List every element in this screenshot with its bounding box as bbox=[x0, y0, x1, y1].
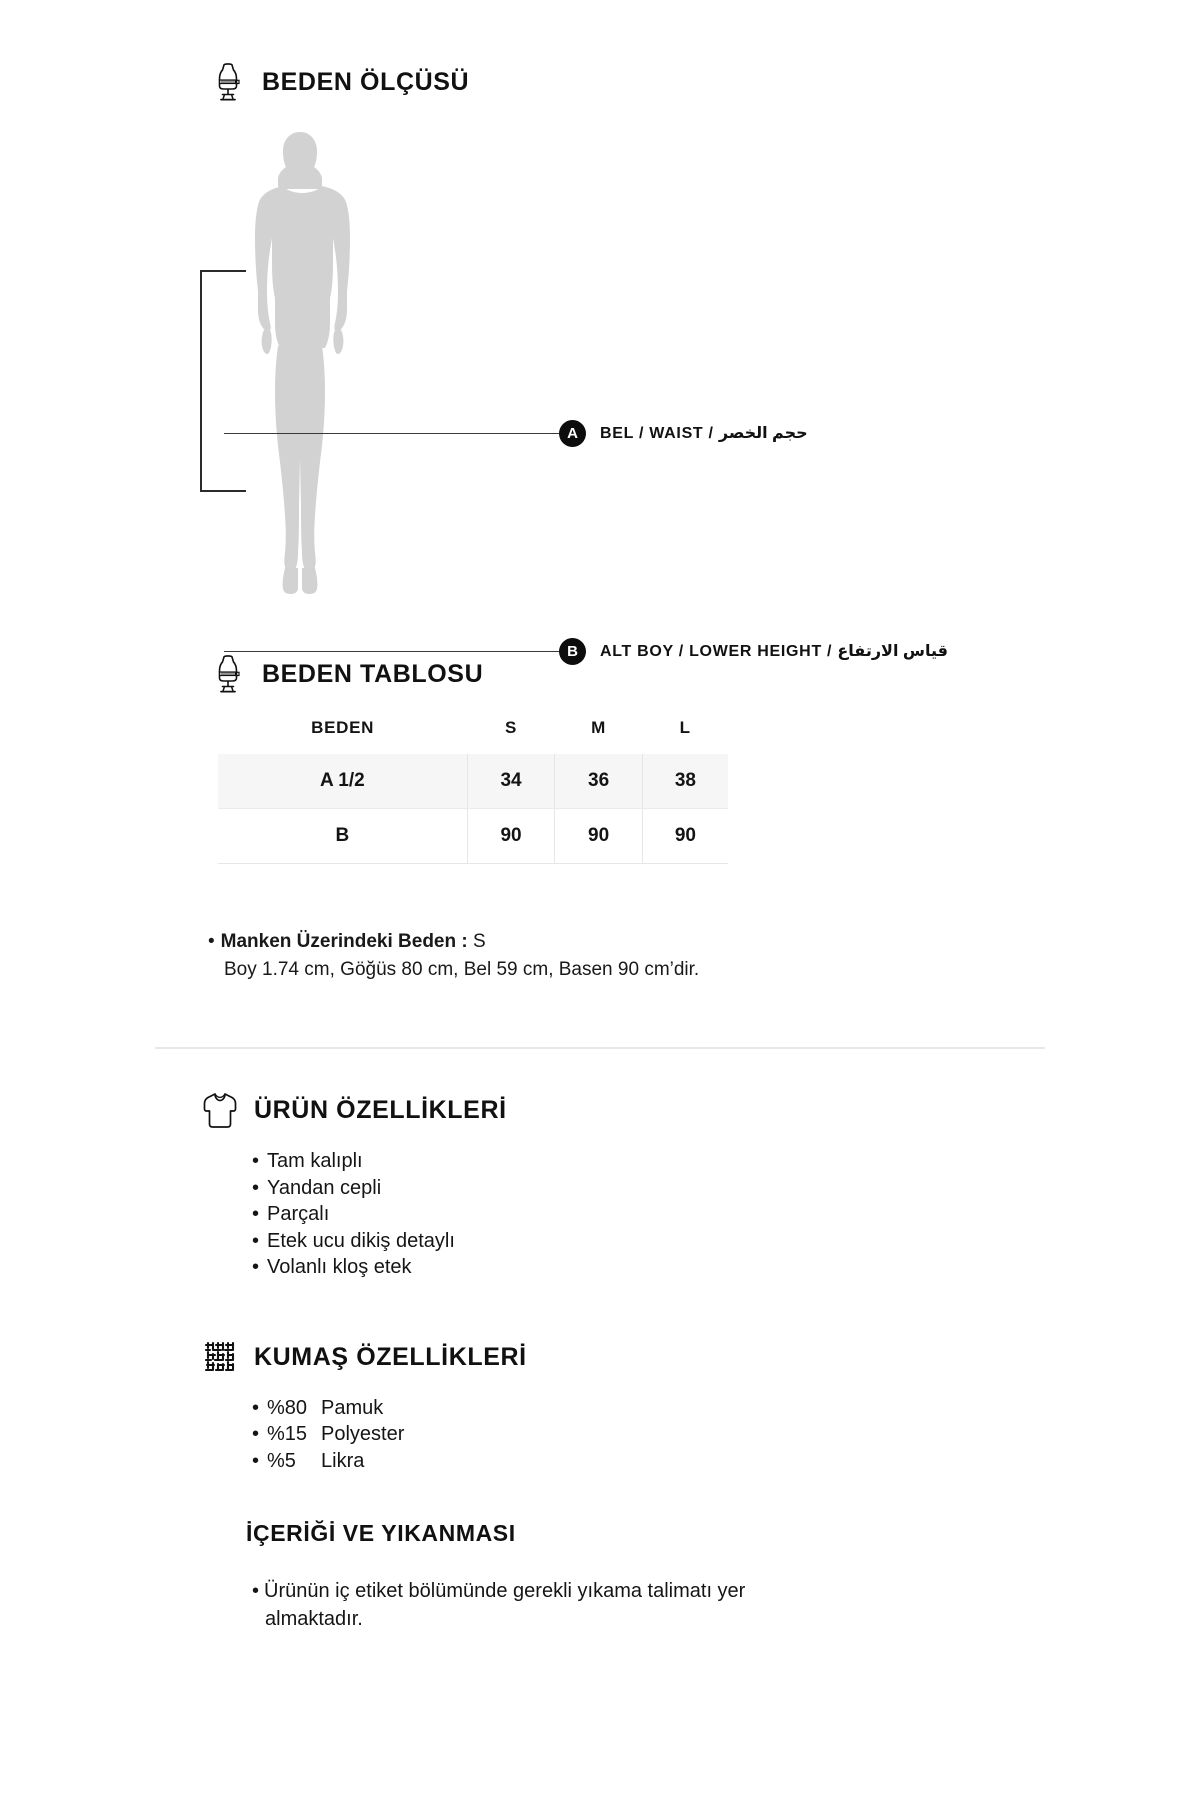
callout-label-b-latin: ALT BOY / LOWER HEIGHT / bbox=[600, 643, 838, 660]
callout-badge-b: B bbox=[559, 638, 586, 665]
list-item bbox=[252, 1421, 404, 1447]
size-table bbox=[218, 710, 728, 864]
model-measurements-note bbox=[208, 928, 699, 983]
fabric-material: Polyester bbox=[321, 1423, 405, 1446]
section-header-size-measure bbox=[208, 60, 469, 104]
mannequin-tape-icon bbox=[208, 60, 248, 104]
table-header-row bbox=[218, 710, 728, 754]
feature-label: Etek ucu dikiş detaylı bbox=[267, 1229, 455, 1252]
row-label-b: B bbox=[218, 809, 467, 864]
model-note-details: Boy 1.74 cm, Göğüs 80 cm, Bel 59 cm, Basen 90 cm’dir. bbox=[224, 958, 700, 980]
bullet-icon: • bbox=[252, 1176, 260, 1199]
feature-label: Parçalı bbox=[267, 1203, 330, 1226]
bullet-icon: • bbox=[252, 1229, 260, 1252]
bullet-icon: • bbox=[208, 931, 215, 952]
cell-a-m: 36 bbox=[555, 754, 643, 809]
row-label-a: A 1/2 bbox=[218, 754, 467, 809]
tshirt-icon bbox=[200, 1088, 240, 1132]
feature-label: Tam kalıplı bbox=[267, 1150, 363, 1172]
fabric-weave-icon bbox=[200, 1335, 240, 1379]
product-features-list bbox=[252, 1148, 455, 1281]
list-item bbox=[252, 1254, 455, 1281]
list-item bbox=[252, 1148, 455, 1175]
section-header-size-table bbox=[208, 652, 483, 696]
column-header-beden: BEDEN bbox=[311, 718, 375, 737]
section-title-product-features: ÜRÜN ÖZELLİKLERİ bbox=[254, 1095, 507, 1124]
section-divider bbox=[155, 1047, 1045, 1049]
feature-label: Volanlı kloş etek bbox=[267, 1256, 412, 1279]
callout-label-b bbox=[600, 641, 948, 661]
care-line-1: Ürünün iç etiket bölümünde gerekli yıkama talimatı yer bbox=[264, 1580, 746, 1602]
table-row bbox=[218, 809, 728, 864]
section-title-care-instructions: İÇERİĞİ VE YIKANMASI bbox=[246, 1520, 516, 1546]
mannequin-tape-icon bbox=[208, 652, 248, 696]
callout-badge-a: A bbox=[559, 420, 586, 447]
fabric-composition-list bbox=[252, 1395, 404, 1474]
cell-b-m: 90 bbox=[555, 809, 643, 864]
measurement-figure bbox=[200, 128, 1040, 660]
fabric-percentage: %5 bbox=[267, 1449, 296, 1472]
section-title-size-table: BEDEN TABLOSU bbox=[262, 659, 484, 688]
column-header-s: S bbox=[505, 718, 518, 737]
list-item bbox=[252, 1228, 455, 1255]
callout-waist bbox=[224, 418, 808, 448]
cell-b-l: 90 bbox=[642, 809, 728, 864]
cell-a-l: 38 bbox=[642, 754, 728, 809]
list-item bbox=[252, 1201, 455, 1228]
callout-label-a-arabic: حجم الخصر bbox=[718, 425, 808, 442]
size-table-body bbox=[218, 754, 728, 864]
callout-label-a-latin: BEL / WAIST / bbox=[600, 425, 719, 442]
model-note-label: Manken Üzerindeki Beden : bbox=[220, 931, 468, 952]
list-item bbox=[252, 1395, 404, 1421]
section-title-fabric-features: KUMAŞ ÖZELLİKLERİ bbox=[254, 1342, 527, 1371]
section-title-size-measure: BEDEN ÖLÇÜSÜ bbox=[262, 67, 470, 96]
bullet-icon: • bbox=[252, 1150, 260, 1172]
section-header-fabric-features bbox=[200, 1335, 527, 1379]
callout-label-a bbox=[600, 423, 808, 443]
column-header-l: L bbox=[679, 718, 691, 737]
cell-a-s: 34 bbox=[467, 754, 555, 809]
care-instructions-text bbox=[252, 1578, 912, 1633]
table-row bbox=[218, 754, 728, 809]
model-note-size: S bbox=[467, 931, 486, 952]
column-header-m: M bbox=[591, 718, 607, 737]
fabric-percentage: %80 bbox=[267, 1397, 308, 1419]
bullet-icon: • bbox=[252, 1256, 260, 1279]
lower-height-bracket bbox=[200, 270, 246, 492]
bullet-icon: • bbox=[252, 1397, 260, 1419]
fabric-material: Likra bbox=[321, 1449, 365, 1472]
section-header-product-features bbox=[200, 1088, 507, 1132]
feature-label: Yandan cepli bbox=[267, 1176, 382, 1199]
fabric-material: Pamuk bbox=[321, 1397, 384, 1419]
list-item bbox=[252, 1448, 404, 1474]
bullet-icon: • bbox=[252, 1423, 260, 1446]
callout-leader-line-a bbox=[224, 433, 560, 434]
callout-label-b-arabic: قياس الارتفاع bbox=[837, 643, 948, 660]
list-item bbox=[252, 1175, 455, 1202]
care-line-2: almaktadır. bbox=[265, 1607, 363, 1630]
fabric-percentage: %15 bbox=[267, 1423, 308, 1446]
bullet-icon: • bbox=[252, 1449, 260, 1472]
size-table-head bbox=[218, 710, 728, 754]
bullet-icon: • bbox=[252, 1580, 260, 1602]
cell-b-s: 90 bbox=[467, 809, 555, 864]
bullet-icon: • bbox=[252, 1203, 260, 1226]
